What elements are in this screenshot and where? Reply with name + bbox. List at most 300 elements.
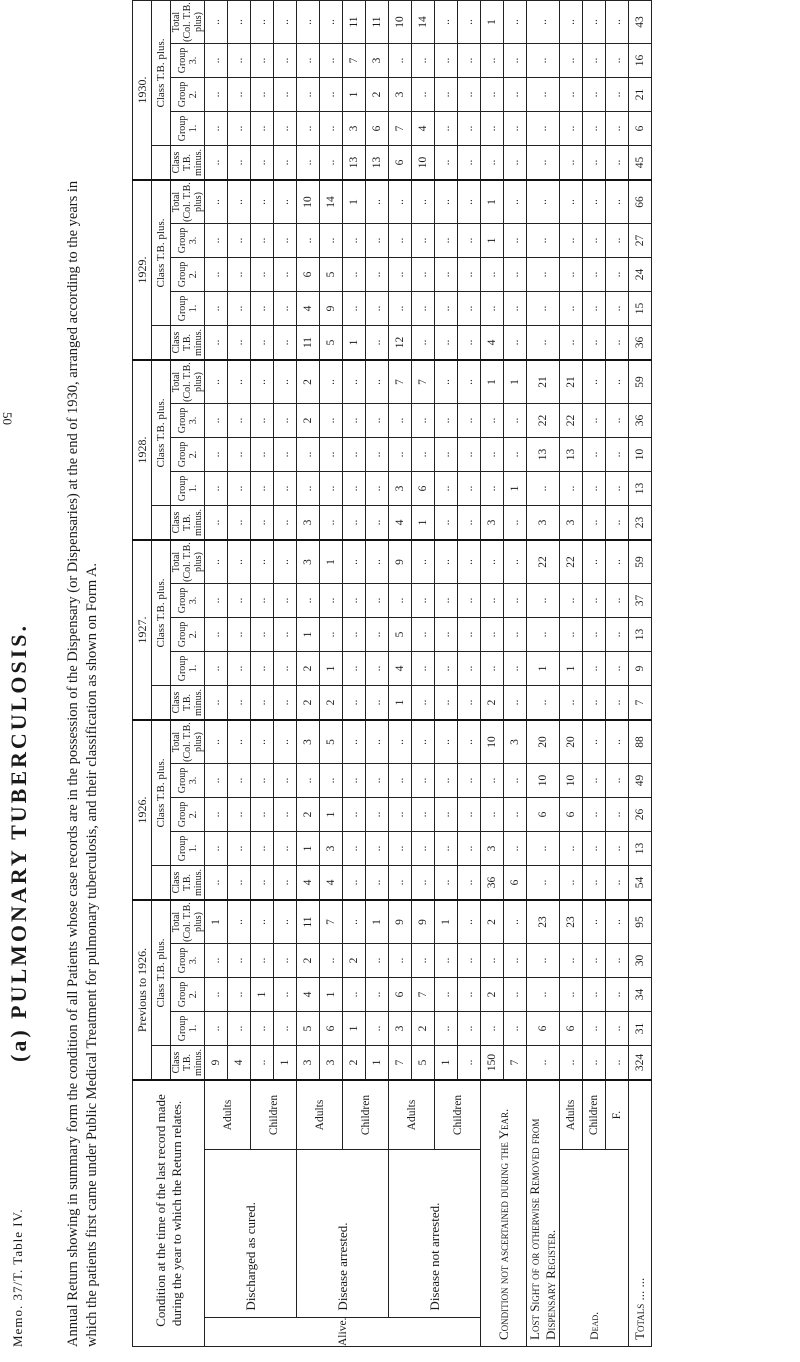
table-cell: 1 (251, 978, 274, 1012)
table-cell: 4 (228, 1046, 251, 1081)
table-cell: 13 (629, 618, 652, 652)
table-cell: .. (560, 978, 583, 1012)
who-label: Children (343, 1080, 389, 1150)
table-cell: 2 (297, 360, 320, 404)
table-cell: 31 (629, 1012, 652, 1046)
table-cell: .. (606, 686, 629, 721)
col-header-2-4: Total (Col. T.B. plus) (171, 540, 205, 584)
table-row (343, 1, 366, 1347)
table-cell: .. (606, 652, 629, 686)
table-cell: .. (527, 686, 560, 721)
table-cell: .. (274, 798, 297, 832)
table-cell: .. (481, 404, 504, 438)
table-cell: .. (435, 866, 458, 901)
table-cell: .. (343, 506, 366, 541)
table-cell: 2 (366, 78, 389, 112)
table-cell: 10 (481, 720, 504, 764)
table-cell: .. (606, 404, 629, 438)
table-cell: 23 (629, 506, 652, 541)
table-cell: .. (583, 44, 606, 78)
table-cell: .. (205, 78, 228, 112)
table-cell: .. (389, 866, 412, 901)
table-cell: .. (481, 618, 504, 652)
table-cell: .. (458, 360, 481, 404)
table-cell: .. (366, 472, 389, 506)
table-cell: .. (606, 944, 629, 978)
col-header-1-4: Total (Col. T.B. plus) (171, 720, 205, 764)
table-cell: .. (389, 180, 412, 224)
table-cell: .. (458, 506, 481, 541)
table-cell: .. (527, 44, 560, 78)
table-cell: .. (320, 404, 343, 438)
table-cell: .. (274, 506, 297, 541)
table-cell: .. (297, 764, 320, 798)
table-cell: .. (504, 1012, 527, 1046)
table-cell: .. (458, 584, 481, 618)
table-cell: .. (320, 472, 343, 506)
table-cell: 2 (481, 900, 504, 944)
table-cell: .. (458, 146, 481, 181)
table-cell: 2 (297, 798, 320, 832)
table-cell: .. (412, 584, 435, 618)
table-cell: 1 (366, 900, 389, 944)
table-cell: .. (458, 900, 481, 944)
table-cell: .. (583, 900, 606, 944)
table-cell: 10 (297, 180, 320, 224)
table-cell: .. (320, 944, 343, 978)
table-cell: .. (251, 112, 274, 146)
table-cell: .. (205, 618, 228, 652)
table-cell: .. (481, 540, 504, 584)
table-cell: 2 (481, 686, 504, 721)
table-cell: .. (205, 978, 228, 1012)
table-cell: .. (228, 224, 251, 258)
table-cell: .. (583, 360, 606, 404)
table-cell: .. (583, 146, 606, 181)
table-cell: .. (560, 258, 583, 292)
col-header-1-2: Group 2. (171, 798, 205, 832)
table-cell: .. (297, 44, 320, 78)
table-cell: .. (606, 472, 629, 506)
table-cell: 1 (297, 618, 320, 652)
col-header-5-4: Total (Col. T.B. plus) (171, 2, 204, 42)
year-group-3: 1928. (133, 360, 152, 540)
table-cell: .. (527, 472, 560, 506)
table-cell: 1 (343, 180, 366, 224)
table-cell: 59 (629, 540, 652, 584)
table-cell: .. (412, 44, 435, 78)
col-header-0-0: Class T.B. minus. (171, 1046, 205, 1081)
col-header-3-4: Total (Col. T.B. plus) (171, 360, 205, 404)
table-cell: 6 (527, 1012, 560, 1046)
table-cell: .. (435, 44, 458, 78)
table-cell: 6 (560, 798, 583, 832)
table-cell: .. (481, 652, 504, 686)
table-cell: 12 (389, 326, 412, 361)
table-cell: 6 (320, 1012, 343, 1046)
table-cell: .. (343, 764, 366, 798)
table-cell: .. (583, 540, 606, 584)
table-cell: .. (205, 584, 228, 618)
table-cell: .. (251, 326, 274, 361)
table-cell: .. (606, 866, 629, 901)
table-cell: .. (504, 900, 527, 944)
table-cell: .. (389, 224, 412, 258)
table-cell: .. (412, 438, 435, 472)
table-row (205, 1, 228, 1347)
section-label-2: Disease not arrested. (389, 1150, 481, 1318)
table-cell: .. (205, 224, 228, 258)
table-cell: 37 (629, 584, 652, 618)
table-cell: 4 (389, 652, 412, 686)
table-cell: .. (583, 652, 606, 686)
table-cell: 3 (389, 1012, 412, 1046)
table-cell: .. (343, 584, 366, 618)
table-cell: .. (228, 472, 251, 506)
who-label: Children (251, 1080, 297, 1150)
table-cell: .. (274, 224, 297, 258)
table-cell: .. (343, 618, 366, 652)
table-cell: .. (527, 224, 560, 258)
table-cell: .. (481, 1012, 504, 1046)
table-cell: .. (228, 112, 251, 146)
table-cell: .. (251, 292, 274, 326)
table-cell: 5 (412, 1046, 435, 1081)
table-cell: .. (228, 584, 251, 618)
class-plus-header-0: Class T.B. plus. (152, 900, 171, 1046)
table-cell: .. (606, 1012, 629, 1046)
table-cell: 1 (481, 1, 504, 44)
table-cell: .. (343, 798, 366, 832)
table-cell: 95 (629, 900, 652, 944)
table-cell: 3 (297, 540, 320, 584)
table-cell: .. (412, 292, 435, 326)
table-cell: .. (481, 764, 504, 798)
table-cell: .. (504, 404, 527, 438)
alive-label: Alive. (205, 1317, 481, 1346)
table-cell: .. (366, 866, 389, 901)
table-cell: .. (435, 1, 458, 44)
table-cell: .. (527, 584, 560, 618)
table-cell: .. (251, 832, 274, 866)
table-cell: .. (320, 224, 343, 258)
table-cell: 13 (560, 438, 583, 472)
table-cell: .. (583, 944, 606, 978)
table-cell: .. (458, 326, 481, 361)
col-header-3-1: Group 1. (171, 472, 205, 506)
table-cell: .. (458, 258, 481, 292)
table-cell: .. (504, 540, 527, 584)
table-row (583, 1, 606, 1347)
table-cell: .. (274, 618, 297, 652)
table-cell: .. (343, 292, 366, 326)
table-cell: .. (458, 540, 481, 584)
table-cell: 11 (297, 326, 320, 361)
table-cell: .. (343, 686, 366, 721)
table-cell: .. (274, 438, 297, 472)
table-cell: 2 (320, 686, 343, 721)
table-cell: .. (458, 404, 481, 438)
table-cell: .. (583, 180, 606, 224)
table-cell: .. (251, 1012, 274, 1046)
table-cell: .. (228, 764, 251, 798)
table-cell: 10 (629, 438, 652, 472)
table-cell: .. (560, 78, 583, 112)
table-cell: .. (228, 686, 251, 721)
table-row (606, 1, 629, 1347)
table-cell: .. (274, 472, 297, 506)
table-cell: .. (228, 978, 251, 1012)
table-cell: .. (251, 224, 274, 258)
table-cell: 9 (320, 292, 343, 326)
table-cell: .. (205, 326, 228, 361)
table-cell: 3 (297, 720, 320, 764)
table-cell: .. (560, 1, 583, 44)
table-cell: .. (435, 720, 458, 764)
table-cell: 3 (320, 832, 343, 866)
table-cell: .. (366, 1012, 389, 1046)
table-cell: 7 (389, 1046, 412, 1081)
table-cell: .. (205, 540, 228, 584)
table-cell: 23 (560, 900, 583, 944)
table-cell: .. (560, 326, 583, 361)
table-cell: 324 (629, 1046, 652, 1081)
table-cell: .. (583, 326, 606, 361)
table-cell: .. (343, 900, 366, 944)
table-cell: .. (583, 404, 606, 438)
table-cell: .. (274, 944, 297, 978)
table-cell: .. (366, 326, 389, 361)
table-cell: .. (458, 78, 481, 112)
table-cell: .. (389, 832, 412, 866)
table-cell: .. (274, 112, 297, 146)
table-cell: 14 (320, 180, 343, 224)
table-cell: 5 (389, 618, 412, 652)
table-cell: .. (412, 720, 435, 764)
table-cell: .. (366, 720, 389, 764)
table-cell: 13 (366, 146, 389, 181)
table-cell: .. (366, 798, 389, 832)
table-cell: .. (560, 224, 583, 258)
table-cell: .. (527, 944, 560, 978)
table-cell: .. (606, 224, 629, 258)
table-cell: 2 (343, 944, 366, 978)
table-cell: 22 (560, 404, 583, 438)
table-cell: 1 (527, 652, 560, 686)
table-cell: .. (458, 764, 481, 798)
table-cell: .. (228, 360, 251, 404)
table-cell: .. (435, 404, 458, 438)
table-cell: .. (583, 1046, 606, 1081)
table-cell: .. (228, 652, 251, 686)
table-cell: .. (228, 866, 251, 901)
table-cell: .. (606, 180, 629, 224)
table-cell: .. (251, 866, 274, 901)
table-cell: .. (366, 180, 389, 224)
table-cell: .. (205, 720, 228, 764)
table-cell: .. (320, 438, 343, 472)
table-cell: .. (297, 78, 320, 112)
table-cell: .. (389, 292, 412, 326)
table-cell: .. (583, 798, 606, 832)
table-cell: .. (412, 798, 435, 832)
table-cell: .. (504, 146, 527, 181)
table-cell: .. (560, 866, 583, 901)
table-cell: .. (343, 224, 366, 258)
table-cell: .. (320, 146, 343, 181)
table-cell: 1 (366, 1046, 389, 1081)
table-cell: 2 (412, 1012, 435, 1046)
table-cell: 10 (560, 764, 583, 798)
table-cell: 6 (560, 1012, 583, 1046)
table-cell: .. (320, 764, 343, 798)
table-cell: .. (606, 540, 629, 584)
table-cell: .. (527, 180, 560, 224)
table-cell: .. (274, 44, 297, 78)
table-cell: .. (412, 866, 435, 901)
table-cell: .. (583, 978, 606, 1012)
table-cell: .. (458, 112, 481, 146)
table-cell: .. (274, 258, 297, 292)
table-cell: .. (366, 540, 389, 584)
col-header-5-1: Group 1. (171, 112, 205, 146)
table-cell: 10 (412, 146, 435, 181)
cond-not-ascertained-label: Condition not ascertained during the Year. (481, 1080, 527, 1347)
table-cell: .. (366, 944, 389, 978)
who-label: Children (583, 1080, 606, 1150)
table-cell: 3 (297, 1046, 320, 1081)
table-cell: .. (583, 764, 606, 798)
table-cell: 4 (320, 866, 343, 901)
table-cell: .. (274, 1, 297, 44)
table-cell: .. (297, 224, 320, 258)
table-cell: .. (481, 584, 504, 618)
table-cell: .. (435, 146, 458, 181)
table-cell: 1 (320, 978, 343, 1012)
table-cell: .. (251, 798, 274, 832)
table-cell: 13 (629, 832, 652, 866)
table-cell: .. (366, 404, 389, 438)
table-cell: .. (205, 652, 228, 686)
table-cell: .. (458, 832, 481, 866)
table-cell: .. (251, 1, 274, 44)
table-cell: .. (583, 258, 606, 292)
table-cell: .. (320, 618, 343, 652)
table-cell: .. (560, 1046, 583, 1081)
table-cell: .. (251, 258, 274, 292)
table-cell: .. (504, 832, 527, 866)
col-header-3-3: Group 3. (171, 404, 205, 438)
col-header-1-1: Group 1. (171, 832, 205, 866)
table-row (481, 1, 504, 1347)
table-cell: .. (274, 832, 297, 866)
table-cell: .. (228, 618, 251, 652)
table-cell: .. (205, 506, 228, 541)
table-cell: 3 (297, 506, 320, 541)
table-cell: .. (504, 618, 527, 652)
table-cell: .. (458, 292, 481, 326)
class-plus-header-2: Class T.B. plus. (152, 540, 171, 686)
table-cell: .. (481, 944, 504, 978)
table-cell: .. (389, 720, 412, 764)
table-row (389, 1, 412, 1347)
table-cell: .. (504, 112, 527, 146)
table-cell: .. (389, 764, 412, 798)
table-cell: .. (412, 540, 435, 584)
table-cell: 45 (629, 146, 652, 181)
table-cell: 49 (629, 764, 652, 798)
table-cell: .. (251, 686, 274, 721)
table-cell: 6 (297, 258, 320, 292)
table-cell: .. (251, 146, 274, 181)
col-header-5-3: Group 3. (171, 44, 205, 78)
table-cell: .. (606, 360, 629, 404)
table-cell: .. (481, 258, 504, 292)
table-cell: .. (583, 832, 606, 866)
table-cell: .. (527, 832, 560, 866)
table-cell: 2 (343, 1046, 366, 1081)
col-header-4-1: Group 1. (171, 292, 205, 326)
table-cell: .. (458, 438, 481, 472)
table-cell: .. (251, 472, 274, 506)
col-header-4-2: Group 2. (171, 258, 205, 292)
table-cell: .. (366, 652, 389, 686)
table-cell: .. (389, 404, 412, 438)
table-cell: .. (606, 720, 629, 764)
table-cell: .. (606, 438, 629, 472)
table-cell: .. (583, 78, 606, 112)
col-header-2-2: Group 2. (171, 618, 205, 652)
table-cell: .. (343, 652, 366, 686)
table-cell: .. (205, 764, 228, 798)
table-cell: .. (320, 584, 343, 618)
table-cell: 1 (481, 360, 504, 404)
table-cell: .. (366, 506, 389, 541)
table-cell: 13 (629, 472, 652, 506)
col-header-5-2: Group 2. (171, 78, 205, 112)
section-label-1: Disease arrested. (297, 1150, 389, 1318)
table-cell: 7 (504, 1046, 527, 1081)
table-cell: .. (228, 258, 251, 292)
table-row (527, 1, 560, 1347)
col-header-0-1: Group 1. (171, 1012, 205, 1046)
table-cell: .. (343, 866, 366, 901)
table-cell: 1 (297, 832, 320, 866)
table-cell: .. (412, 404, 435, 438)
table-cell: .. (435, 764, 458, 798)
table-cell: 1 (435, 900, 458, 944)
table-cell: .. (228, 1012, 251, 1046)
col-header-3-2: Group 2. (171, 438, 205, 472)
table-cell: .. (606, 44, 629, 78)
col-header-4-0: Class T.B. minus. (171, 326, 205, 361)
table-cell: 1 (320, 652, 343, 686)
table-cell: .. (583, 438, 606, 472)
table-cell: .. (251, 900, 274, 944)
table-cell: .. (343, 258, 366, 292)
table-cell: .. (435, 224, 458, 258)
who-label: Children (435, 1080, 481, 1150)
table-cell: 2 (297, 652, 320, 686)
table-cell: 9 (412, 900, 435, 944)
who-label: Adults (389, 1080, 435, 1150)
table-cell: .. (560, 112, 583, 146)
table-cell: .. (435, 78, 458, 112)
table-cell: .. (458, 866, 481, 901)
table-cell: 30 (629, 944, 652, 978)
table-cell: .. (228, 506, 251, 541)
intro-text: Annual Return showing in summary form the condition of all Patients whose case records are in the possession of the Dispensary (or Dispensaries) at the end of 1930, arranged according to the years in which the patients first came under Public Medical Treatment for pulmonary tuberculosis, and their classification as shown on Form A. (65, 180, 100, 1347)
